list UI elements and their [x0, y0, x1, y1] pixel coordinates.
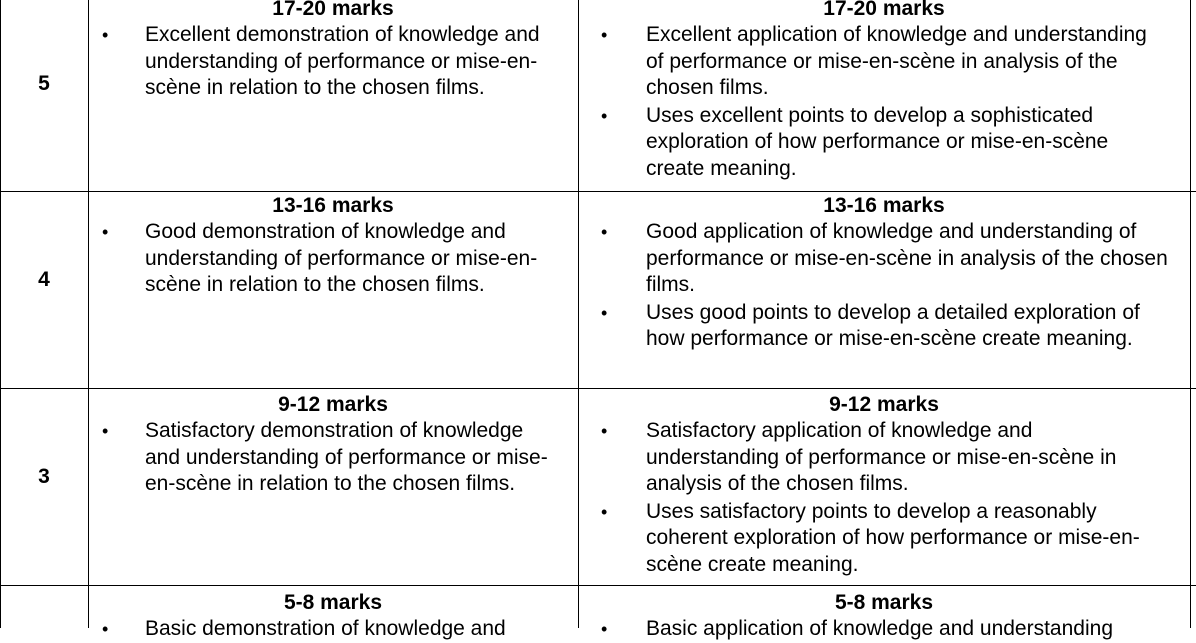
bullet-icon: • [601, 619, 608, 639]
criteria-text: Good demonstration of knowledge and understanding of performance or mise-en-scène in relation to the chosen films. [145, 220, 538, 296]
marks-heading: 17-20 marks [823, 0, 945, 20]
marks-heading: 9-12 marks [829, 393, 939, 416]
criteria-list [578, 22, 1190, 182]
level-number: 3 [38, 465, 50, 488]
row-divider-3-2 [0, 585, 1196, 586]
bullet-icon: • [601, 421, 608, 441]
level-number: 5 [38, 72, 50, 95]
knowledge-cell [88, 0, 578, 102]
criteria-item [88, 418, 578, 498]
criteria-text: Uses satisfactory points to develop a reasonably coherent exploration of how performance or mise-en-scène create meaning. [646, 499, 1140, 576]
marks-heading: 5-8 marks [834, 591, 934, 614]
application-cell [578, 193, 1190, 353]
marks-heading: 13-16 marks [272, 194, 394, 217]
criteria-item [578, 616, 1190, 643]
criteria-list [88, 22, 578, 102]
criteria-text: Good application of knowledge and understanding of performance or mise-en-scène in analysis of the chosen films. [646, 220, 1168, 296]
bullet-icon: • [601, 501, 608, 522]
criteria-text: Uses excellent points to develop a sophisticated exploration of how performance or mise-en-scène create meaning. [646, 103, 1109, 180]
criteria-text: Excellent demonstration of knowledge and understanding of performance or mise-en-scène in relation to the chosen films. [145, 23, 540, 99]
bullet-icon: • [102, 619, 109, 639]
bullet-icon: • [102, 25, 109, 45]
bullet-icon: • [601, 222, 608, 242]
application-cell [578, 0, 1190, 182]
row-divider-4-3 [0, 388, 1196, 389]
criteria-item [578, 418, 1190, 498]
knowledge-cell [88, 392, 578, 498]
bullet-icon: • [601, 25, 608, 45]
level-number: 4 [38, 268, 50, 291]
bullet-icon: • [102, 421, 109, 441]
application-cell [578, 392, 1190, 578]
criteria-list [578, 616, 1190, 643]
criteria-item [88, 616, 578, 643]
criteria-text: Basic demonstration of knowledge and [145, 617, 506, 640]
criteria-list [578, 219, 1190, 353]
table-border-right [1190, 0, 1191, 628]
criteria-item [578, 300, 1190, 353]
criteria-text: Satisfactory application of knowledge and understanding of performance or mise-en-scène in analysis of the chosen films. [646, 419, 1117, 495]
marks-heading: 9-12 marks [278, 393, 388, 416]
application-cell [578, 590, 1190, 643]
criteria-text: Uses good points to develop a detailed exploration of how performance or mise-en-scène create meaning. [646, 300, 1140, 350]
row-divider-5-4 [0, 191, 1196, 192]
marks-heading: 17-20 marks [272, 0, 394, 20]
bullet-icon: • [601, 105, 608, 126]
criteria-text: Satisfactory demonstration of knowledge and understanding of performance or mise-en-scène in relation to the chosen films. [145, 419, 548, 495]
criteria-item [88, 22, 578, 102]
criteria-list [88, 219, 578, 299]
bullet-icon: • [102, 222, 109, 242]
knowledge-cell [88, 590, 578, 643]
marks-heading: 5-8 marks [283, 591, 383, 614]
criteria-item [578, 499, 1190, 579]
criteria-item [578, 22, 1190, 102]
bullet-icon: • [601, 302, 608, 323]
criteria-list [578, 418, 1190, 578]
knowledge-cell [88, 193, 578, 299]
criteria-text: Excellent application of knowledge and understanding of performance or mise-en-scène in analysis of the chosen films. [646, 23, 1147, 99]
criteria-item [578, 103, 1190, 183]
criteria-list [88, 418, 578, 498]
criteria-item [578, 219, 1190, 299]
criteria-item [88, 219, 578, 299]
criteria-text: Basic application of knowledge and understanding [646, 617, 1113, 640]
marks-heading: 13-16 marks [823, 194, 945, 217]
criteria-list [88, 616, 578, 643]
